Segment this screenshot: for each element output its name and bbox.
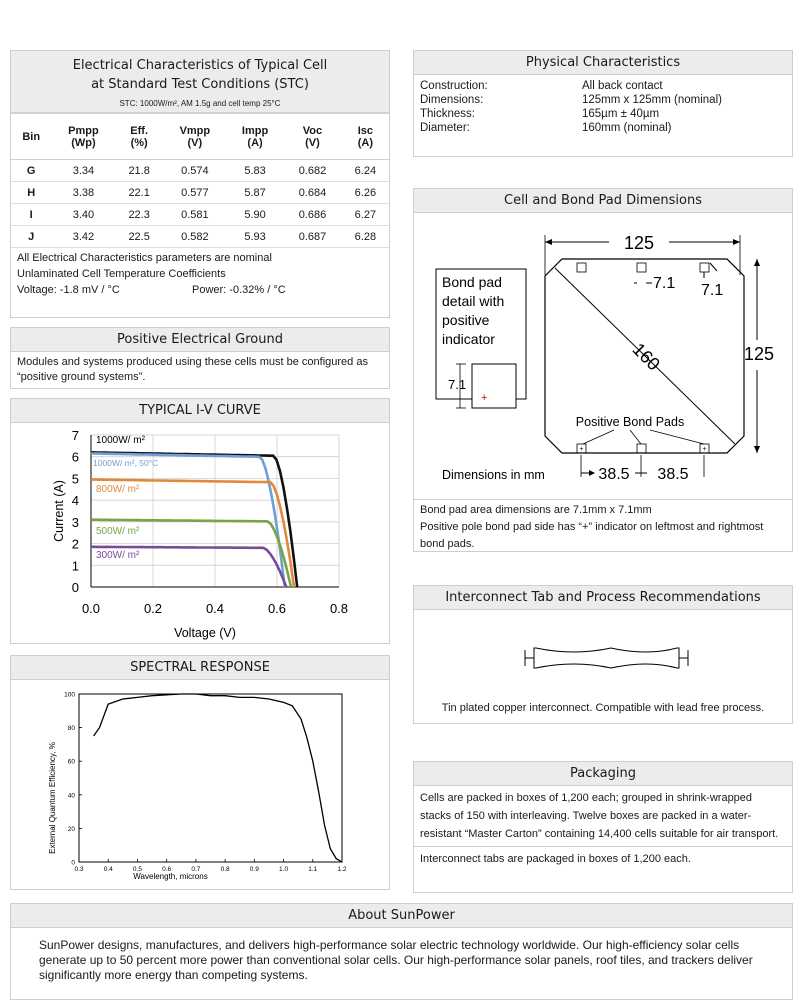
value-cell: 6.28 <box>342 226 389 248</box>
value-cell: 22.3 <box>116 204 163 226</box>
y-tick-label: 100 <box>64 691 75 699</box>
pad-plus-right: + <box>702 446 707 453</box>
interconnect-panel <box>413 585 793 724</box>
bin-cell: G <box>11 160 51 182</box>
packaging-text-1: Cells are packed in boxes of 1,200 each; grouped in shrink-wrapped stacks of 150 with interleaving. Twelve boxes are packed in a water-resistant “Master Carton” containing 14,400 cells suitable for air transport. <box>420 792 779 840</box>
physical-label: Dimensions: <box>420 94 484 106</box>
table-header-1 <box>51 114 115 160</box>
y-axis-label: Current (A) <box>52 480 66 542</box>
y-tick-label: 5 <box>71 471 79 487</box>
x-tick-label: 0.4 <box>103 866 113 873</box>
pad-plus-left: + <box>579 446 584 453</box>
physical-row <box>420 79 722 93</box>
x-tick-label: 0.2 <box>143 601 163 616</box>
physical-value: 125mm x 125mm (nominal) <box>582 94 722 106</box>
x-tick-label: 0.8 <box>220 866 230 873</box>
x-tick-label: 0.7 <box>191 866 201 873</box>
header-unit: (A) <box>247 136 263 149</box>
value-cell: 3.38 <box>51 182 115 204</box>
value-cell: 6.24 <box>342 160 389 182</box>
value-cell: 0.684 <box>283 182 342 204</box>
value-cell: 0.686 <box>283 204 342 226</box>
value-cell: 3.40 <box>51 204 115 226</box>
physical-row <box>420 93 722 107</box>
header-label: Bin <box>22 130 41 143</box>
physical-value: 160mm (nominal) <box>582 122 672 134</box>
cell-diagram <box>414 215 792 495</box>
value-cell: 0.577 <box>163 182 227 204</box>
header-unit: (A) <box>357 136 373 149</box>
value-cell: 6.26 <box>342 182 389 204</box>
dim-right-125: 125 <box>743 344 775 364</box>
bond-pad-detail-square <box>472 364 516 408</box>
bond-pad-top-center <box>637 263 646 272</box>
physical-title: Physical Characteristics <box>414 51 792 75</box>
iv-series-label: 500W/ m² <box>96 526 140 537</box>
y-tick-label: 40 <box>67 792 75 800</box>
value-cell: 0.574 <box>163 160 227 182</box>
table-header-4 <box>227 114 283 160</box>
physical-row <box>420 107 722 121</box>
y-tick-label: 0 <box>71 580 79 595</box>
bond-pad-top-left <box>577 263 586 272</box>
electrical-header <box>11 51 389 113</box>
detail-line-2: detail with <box>442 293 505 309</box>
table-row <box>11 182 389 204</box>
dim-diag-160: 160 <box>628 339 664 375</box>
temp-coeff-note: Unlaminated Cell Temperature Coefficients <box>17 268 226 280</box>
physical-characteristics-panel <box>413 50 793 157</box>
physical-row <box>420 121 722 135</box>
y-tick-label: 0 <box>71 859 75 867</box>
electrical-title-1: Electrical Characteristics of Typical Cell <box>72 58 328 73</box>
detail-line-1: Bond pad <box>442 274 502 290</box>
bond-pad-area-note: Bond pad area dimensions are 7.1mm x 7.1mm <box>420 504 652 516</box>
header-label: Voc <box>302 124 323 137</box>
header-unit: (V) <box>187 136 203 149</box>
y-axis-label: External Quantum Efficiency, % <box>48 742 57 854</box>
electrical-characteristics-panel <box>10 50 390 318</box>
packaging-text-2: Interconnect tabs are packaged in boxes of 1,200 each. <box>414 846 792 871</box>
y-tick-label: 80 <box>67 725 75 733</box>
positive-ground-title: Positive Electrical Ground <box>11 328 389 351</box>
physical-label: Construction: <box>420 80 488 92</box>
voltage-coeff: Voltage: -1.8 mV / °C <box>17 284 120 296</box>
about-panel <box>10 903 793 1000</box>
header-unit: (%) <box>130 136 148 149</box>
table-row <box>11 160 389 182</box>
y-tick-label: 3 <box>71 514 79 530</box>
bin-cell: J <box>11 226 51 248</box>
positive-ground-text: Modules and systems produced using these cells must be configured as “positive ground systems”. <box>11 351 389 388</box>
value-cell: 0.582 <box>163 226 227 248</box>
interconnect-tab-drawing <box>414 626 792 686</box>
value-cell: 22.5 <box>116 226 163 248</box>
x-tick-label: 1.1 <box>308 866 318 873</box>
spectral-chart <box>11 682 389 889</box>
value-cell: 22.1 <box>116 182 163 204</box>
x-tick-label: 0.6 <box>162 866 172 873</box>
x-axis-label: Wavelength, microns <box>133 872 208 881</box>
physical-value: 165µm ± 40µm <box>582 108 660 120</box>
iv-series-label: 300W/ m² <box>96 550 140 561</box>
packaging-panel <box>413 761 793 893</box>
table-header-5 <box>283 114 342 160</box>
spectral-series-line <box>94 694 342 862</box>
value-cell: 21.8 <box>116 160 163 182</box>
bond-pad-bottom-center <box>637 444 646 453</box>
detail-dim-7-1: 7.1 <box>448 377 467 392</box>
table-row <box>11 226 389 248</box>
detail-line-4: indicator <box>442 331 495 347</box>
dimensions-units: Dimensions in mm <box>442 468 545 482</box>
x-tick-label: 0.0 <box>81 601 101 616</box>
value-cell: 5.83 <box>227 160 283 182</box>
iv-series-label: 1000W/ m² <box>96 435 145 446</box>
interconnect-title: Interconnect Tab and Process Recommendations <box>414 586 792 610</box>
stc-conditions: STC: 1000W/m², AM 1.5g and cell temp 25°C <box>119 99 281 108</box>
physical-label: Thickness: <box>420 108 475 120</box>
header-label: Vmpp <box>179 124 211 137</box>
y-tick-label: 6 <box>71 449 79 465</box>
x-tick-label: 1.2 <box>337 866 347 873</box>
detail-line-3: positive <box>442 312 490 328</box>
electrical-table <box>11 113 389 248</box>
iv-curve-panel <box>10 398 390 644</box>
power-coeff: Power: -0.32% / °C <box>192 284 286 296</box>
header-label: Impp <box>241 124 269 137</box>
physical-table <box>420 79 722 135</box>
positive-ground-panel <box>10 327 390 389</box>
dim-pad-7-1-a: 7.1 <box>653 275 676 292</box>
header-unit: (Wp) <box>71 136 96 149</box>
value-cell: 3.34 <box>51 160 115 182</box>
about-text: SunPower designs, manufactures, and delivers high-performance solar electric technology worldwide. Our high-efficiency solar cells generate up to 50 percent more power than conventional solar cells. Our high-performance solar panels, roof tiles, and trackers deliver significantly more energy than competing systems. <box>39 938 753 982</box>
x-tick-label: 0.9 <box>249 866 259 873</box>
table-header-3 <box>163 114 227 160</box>
y-tick-label: 60 <box>67 758 75 766</box>
value-cell: 3.42 <box>51 226 115 248</box>
iv-series-label: 800W/ m² <box>96 484 140 495</box>
iv-chart <box>11 425 389 643</box>
electrical-title-2: at Standard Test Conditions (STC) <box>91 77 309 92</box>
x-tick-label: 0.5 <box>132 866 142 873</box>
cell-dimensions-panel <box>413 188 793 552</box>
nominal-note: All Electrical Characteristics parameters are nominal <box>17 252 272 264</box>
value-cell: 5.87 <box>227 182 283 204</box>
value-cell: 6.27 <box>342 204 389 226</box>
y-tick-label: 4 <box>71 493 79 509</box>
spectral-title: SPECTRAL RESPONSE <box>11 656 389 680</box>
plot-frame <box>79 694 342 862</box>
header-label: Isc <box>357 124 374 137</box>
positive-bond-pads-label: Positive Bond Pads <box>575 415 685 429</box>
x-tick-label: 0.3 <box>74 866 84 873</box>
physical-label: Diameter: <box>420 122 470 134</box>
header-label: Pmpp <box>68 124 99 137</box>
packaging-title: Packaging <box>414 762 792 786</box>
header-label: Eff. <box>130 124 149 137</box>
x-tick-label: 1.0 <box>279 866 289 873</box>
about-title: About SunPower <box>11 904 792 928</box>
table-header-6 <box>342 114 389 160</box>
y-tick-label: 7 <box>71 428 79 443</box>
dim-bottom-38-5-a: 38.5 <box>598 466 630 483</box>
y-tick-label: 20 <box>67 825 75 833</box>
bin-cell: H <box>11 182 51 204</box>
iv-curve-title: TYPICAL I-V CURVE <box>11 399 389 423</box>
header-unit: (V) <box>305 136 320 149</box>
table-row <box>11 204 389 226</box>
value-cell: 5.90 <box>227 204 283 226</box>
y-tick-label: 2 <box>71 536 79 552</box>
table-header-0 <box>11 114 51 160</box>
value-cell: 5.93 <box>227 226 283 248</box>
x-tick-label: 0.8 <box>329 601 349 616</box>
x-axis-label: Voltage (V) <box>174 626 236 640</box>
dim-bottom-38-5-b: 38.5 <box>657 466 689 483</box>
y-tick-label: 1 <box>71 558 79 574</box>
bin-cell: I <box>11 204 51 226</box>
x-tick-label: 0.4 <box>205 601 225 616</box>
dim-top-125: 125 <box>623 233 655 253</box>
positive-pole-note: Positive pole bond pad side has “+” indicator on leftmost and rightmost bond pads. <box>420 521 764 550</box>
value-cell: 0.682 <box>283 160 342 182</box>
detail-plus: + <box>481 392 488 404</box>
iv-series-label: 1000W/ m², 50°C <box>93 458 159 468</box>
interconnect-text: Tin plated copper interconnect. Compatible with lead free process. <box>441 702 765 714</box>
bond-pad-top-right <box>700 263 709 272</box>
cell-dimensions-title: Cell and Bond Pad Dimensions <box>414 189 792 213</box>
value-cell: 0.687 <box>283 226 342 248</box>
table-header-2 <box>116 114 163 160</box>
value-cell: 0.581 <box>163 204 227 226</box>
x-tick-label: 0.6 <box>267 601 287 616</box>
spectral-response-panel <box>10 655 390 890</box>
physical-value: All back contact <box>582 80 663 92</box>
dim-pad-7-1-b: 7.1 <box>701 282 724 299</box>
